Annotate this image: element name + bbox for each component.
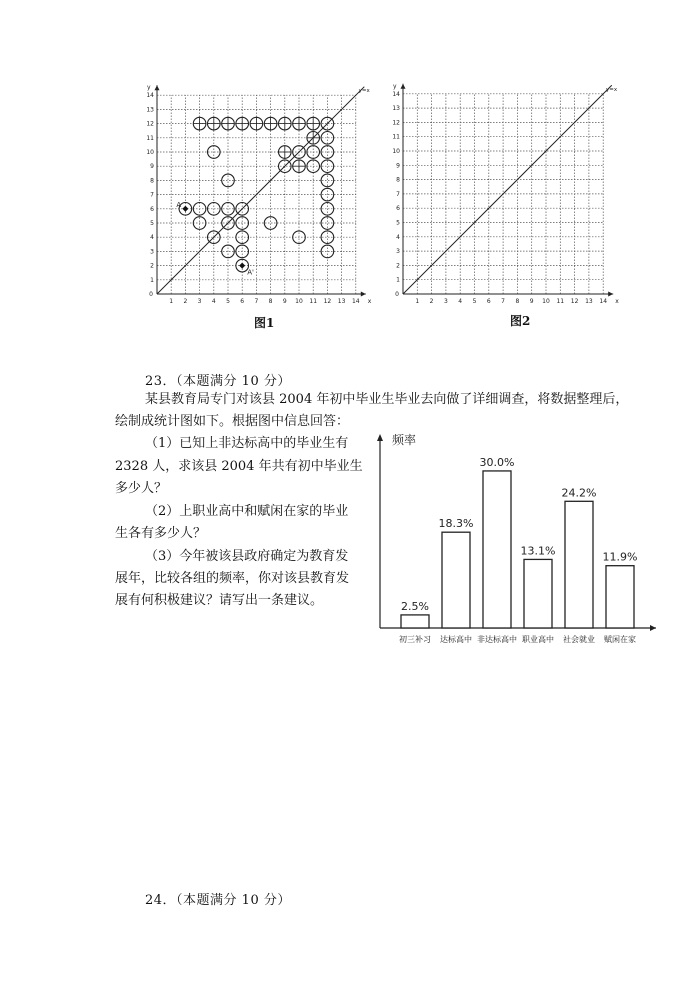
x-tick-label: 11 (309, 298, 318, 305)
y-tick-label: 4 (150, 234, 154, 242)
y-tick-label: 1 (396, 276, 400, 284)
y-axis-label: y (147, 84, 151, 92)
x-tick-label: 1 (415, 298, 420, 305)
y-tick-label: 2 (150, 262, 154, 270)
circle-plus-marker (250, 117, 263, 130)
circle-plus-marker (293, 117, 306, 130)
circle-plus-marker (208, 117, 221, 130)
y-tick-label: 3 (396, 248, 400, 256)
line-y-equals-x (403, 85, 612, 294)
y-tick-label: 9 (396, 162, 400, 170)
figure-2-grid (385, 70, 625, 310)
question-23-intro-line2: 绘制成统计图如下。根据图中信息回答： (115, 414, 350, 429)
y-tick-label: 4 (396, 233, 400, 241)
y-tick-label: 7 (150, 191, 154, 199)
x-axis-arrow (608, 292, 613, 297)
y-tick-label: 3 (150, 248, 154, 256)
y-tick-label: 14 (146, 92, 154, 100)
y-axis-label: y (393, 82, 397, 90)
y-tick-label: 8 (150, 177, 154, 185)
y-tick-label: 5 (396, 219, 400, 227)
x-tick-label: 13 (337, 298, 346, 305)
question-23-part3-line2: 展年，比较各组的频率，你对该县教育发 (115, 571, 350, 586)
figure-1-grid (140, 70, 375, 310)
x-tick-label: 1 (169, 298, 174, 305)
x-axis-label: x (615, 298, 619, 305)
x-tick-label: 9 (529, 298, 534, 305)
x-tick-label: 2 (429, 298, 434, 305)
x-tick-label: 8 (515, 298, 520, 305)
question-23-part1-line2: 2328 人，求该县 2004 年共有初中毕业生 (115, 459, 363, 474)
x-tick-label: 12 (323, 298, 332, 305)
y-tick-label: 10 (146, 149, 154, 156)
line-y-equals-x (157, 87, 364, 294)
question-24-heading: 24．（本题满分 10 分） (145, 893, 291, 908)
circle-plus-marker (293, 160, 306, 173)
y-tick-label: 2 (396, 262, 400, 270)
x-tick-label: 4 (211, 298, 216, 305)
x-tick-label: 7 (501, 298, 506, 305)
x-tick-label: 6 (486, 298, 491, 305)
y-tick-label: 6 (396, 205, 400, 213)
line-y-equals-x-label: y=x (606, 86, 618, 93)
question-23-part2-line1: （2）上职业高中和赋闲在家的毕业 (145, 504, 349, 519)
question-23-part1-line3: 多少人？ (115, 481, 168, 496)
bar-value-label: 13.1% (520, 544, 556, 558)
x-tick-label: 10 (295, 298, 303, 305)
x-axis-arrow (361, 292, 366, 297)
circle-plus-marker (264, 117, 277, 130)
bar-value-label: 30.0% (479, 455, 515, 469)
y-axis-arrow (401, 84, 406, 89)
x-tick-label: 3 (197, 298, 202, 305)
bar (442, 532, 470, 628)
circle-plus-marker (236, 117, 249, 130)
origin-label: 0 (149, 291, 153, 298)
y-tick-label: 13 (146, 106, 154, 114)
origin-label: 0 (395, 291, 399, 298)
y-tick-label: 11 (146, 134, 154, 142)
x-tick-label: 9 (282, 298, 287, 305)
x-tick-label: 6 (240, 298, 245, 305)
x-tick-label: 5 (226, 298, 230, 305)
question-23-part3-line1: （3）今年被该县政府确定为教育发 (145, 549, 349, 564)
line-y-equals-x-label: y=x (358, 88, 370, 95)
y-tick-label: 1 (150, 276, 154, 284)
question-23-intro-line1: 某县教育局专门对该县 2004 年初中毕业生毕业去向做了详细调查，将数据整理后， (145, 392, 629, 407)
bar-value-label: 11.9% (602, 550, 638, 564)
category-label: 赋闲在家 (604, 635, 636, 644)
bar-value-label: 24.2% (561, 486, 597, 500)
chart-x-axis-arrow (650, 625, 656, 631)
circle-plus-marker (307, 117, 320, 130)
category-label: 社会就业 (563, 635, 595, 644)
category-label: 达标高中 (440, 635, 472, 644)
y-tick-label: 12 (146, 120, 154, 128)
question-23-part2-line2: 生各有多少人？ (115, 526, 207, 541)
chart-y-axis-arrow (377, 434, 383, 441)
x-tick-label: 14 (599, 298, 608, 305)
bar (401, 615, 429, 628)
bar (606, 566, 634, 628)
point-a-prime-marker (239, 263, 245, 269)
y-tick-label: 13 (392, 105, 400, 113)
bar (483, 471, 511, 628)
y-tick-label: 6 (150, 205, 154, 213)
bar (524, 559, 552, 628)
x-tick-label: 12 (570, 298, 579, 305)
x-tick-label: 4 (458, 298, 463, 305)
x-tick-label: 13 (585, 298, 593, 305)
y-tick-label: 8 (396, 176, 400, 184)
circle-plus-marker (307, 132, 320, 145)
chart-y-label: 频率 (392, 433, 417, 447)
y-tick-label: 10 (392, 148, 400, 155)
y-tick-label: 12 (392, 119, 400, 127)
y-tick-label: 11 (392, 133, 400, 141)
circle-plus-marker (222, 117, 235, 130)
x-tick-label: 7 (254, 298, 259, 305)
x-tick-label: 3 (443, 298, 448, 305)
figure-1-caption: 图1 (254, 316, 275, 330)
y-tick-label: 14 (392, 90, 400, 98)
frequency-bar-chart (372, 430, 662, 652)
category-label: 职业高中 (522, 635, 554, 644)
bar-value-label: 2.5% (401, 599, 429, 613)
category-label: 初三补习 (399, 635, 431, 644)
question-23-heading: 23．（本题满分 10 分） (145, 374, 291, 389)
y-axis-arrow (155, 85, 160, 90)
circle-plus-marker (279, 146, 292, 159)
circle-plus-marker (193, 117, 206, 130)
circle-plus-marker (279, 117, 292, 130)
x-tick-label: 8 (268, 298, 273, 305)
bar-value-label: 18.3% (438, 517, 474, 531)
x-tick-label: 14 (351, 298, 360, 305)
y-tick-label: 9 (150, 163, 154, 171)
y-tick-label: 7 (396, 190, 400, 198)
point-a-label: A (176, 200, 182, 209)
x-axis-label: x (367, 298, 372, 305)
x-tick-label: 2 (183, 298, 188, 305)
x-tick-label: 5 (472, 298, 477, 305)
question-23-part3-line3: 展有何积极建议？请写出一条建议。 (115, 593, 324, 608)
y-tick-label: 5 (150, 220, 154, 227)
bar (565, 501, 593, 628)
point-a-prime-label: A' (247, 268, 254, 277)
x-tick-label: 11 (556, 298, 565, 305)
category-label: 非达标高中 (477, 635, 517, 644)
point-a-marker (182, 206, 188, 212)
question-23-part1-line1: （1）已知上非达标高中的毕业生有 (145, 436, 349, 451)
figure-2-caption: 图2 (510, 314, 531, 328)
x-tick-label: 10 (542, 298, 550, 305)
